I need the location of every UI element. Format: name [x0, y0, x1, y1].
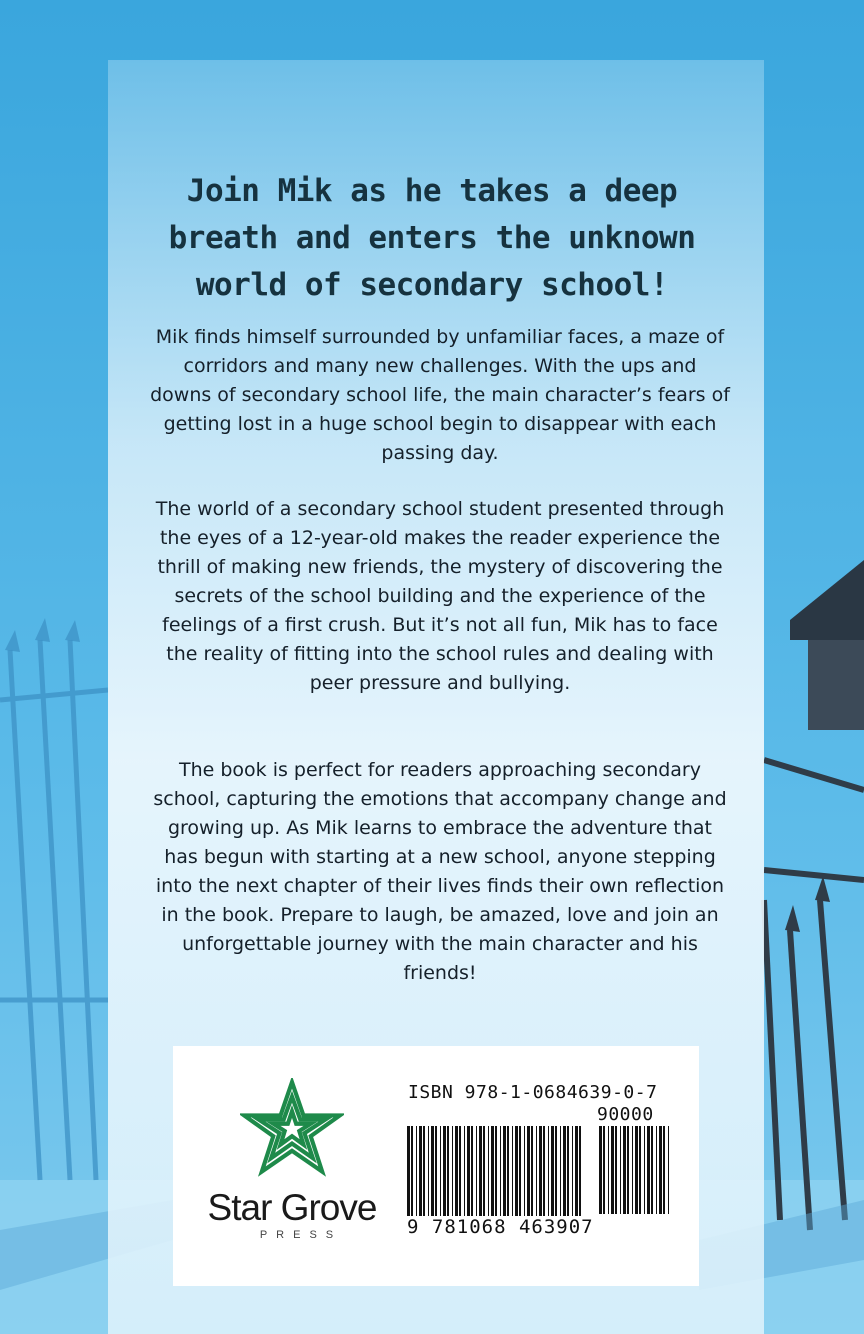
publisher-subtitle: PRESS — [259, 1229, 343, 1241]
publisher-name: Star Grove — [207, 1187, 377, 1228]
ean-digits: 9 781068 463907 — [407, 1216, 594, 1238]
barcode-main — [406, 1126, 586, 1228]
star-logo-icon — [240, 1078, 344, 1182]
description-paragraph-2: The world of a secondary school student presented through the eyes of a 12-year-old makes the reader experience the thrill of making new friends, the mystery of discovering the secrets of the school building and the experience of the feelings of a first crush. But it’s not all fun, Mik has to face the reality of fitting into the school rules and dealing with peer pressure and bullying. — [155, 498, 725, 694]
price-code: 90000 — [597, 1104, 654, 1125]
barcode-addon — [598, 1126, 672, 1214]
description-paragraph-3: The book is perfect for readers approaching secondary school, capturing the emotions that accompany change and growing up. As Mik learns to embrace the adventure that has begun with starting at a new school, anyone stepping into the next chapter of their lives finds their own reflection in the book. Prepare to laugh, be amazed, love and join an unforgettable journey with the main character and his friends! — [153, 759, 727, 984]
isbn-label: ISBN 978-1-0684639-0-7 — [408, 1082, 658, 1103]
headline: Join Mik as he takes a deep breath and enters the unknown world of secondary school! — [168, 173, 696, 303]
description-paragraph-1: Mik finds himself surrounded by unfamiliar faces, a maze of corridors and many new challenges. With the ups and downs of secondary school life, the main character’s fears of getting lost in a huge school begin to disappear with each passing day. — [150, 326, 730, 464]
